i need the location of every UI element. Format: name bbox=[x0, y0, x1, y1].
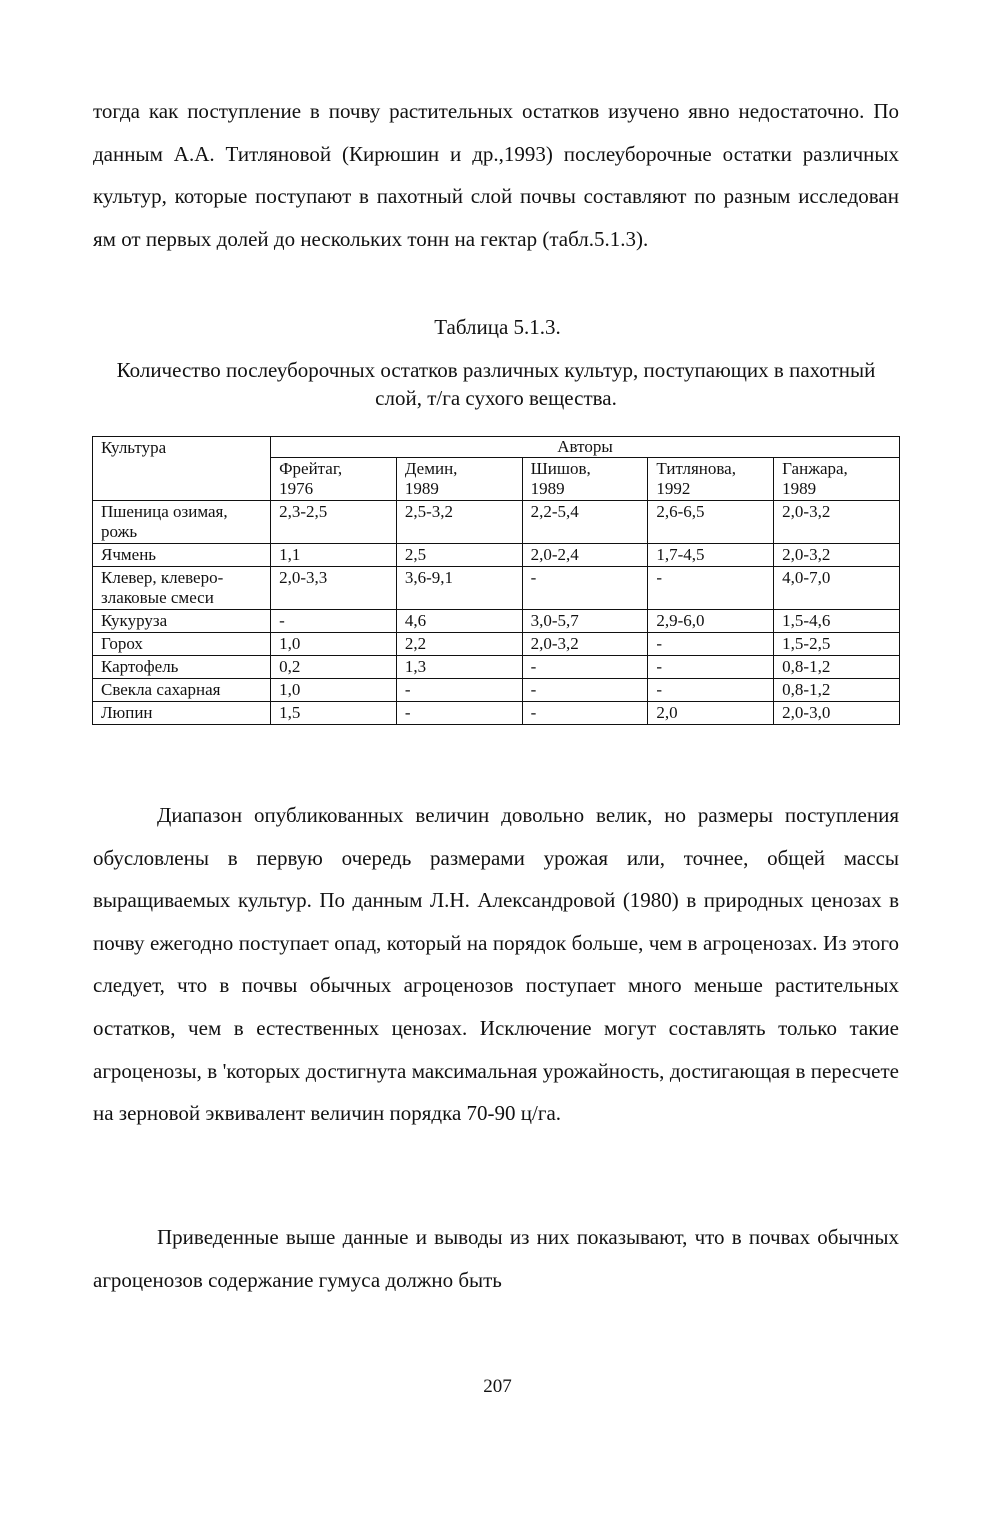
table-row bbox=[93, 656, 900, 679]
value-cell: - bbox=[396, 702, 522, 725]
value-cell: 2,5 bbox=[396, 544, 522, 567]
author-name: Титлянова, bbox=[656, 459, 736, 478]
value-cell: - bbox=[648, 656, 774, 679]
crop-cell: Пшеница озимая, рожь bbox=[93, 501, 271, 544]
value-cell: - bbox=[648, 567, 774, 610]
author-name: Демин, bbox=[404, 459, 458, 478]
author-year: 1989 bbox=[530, 479, 565, 498]
author-year: 1989 bbox=[782, 479, 817, 498]
crop-cell: Клевер, клеверо-злаковые смеси bbox=[93, 567, 271, 610]
crop-cell: Свекла сахарная bbox=[93, 679, 271, 702]
value-cell: 2,6-6,5 bbox=[648, 501, 774, 544]
author-column-header bbox=[396, 458, 522, 501]
page-number: 207 bbox=[483, 1376, 512, 1397]
value-cell: 2,2-5,4 bbox=[522, 501, 648, 544]
table-row bbox=[93, 702, 900, 725]
residues-table bbox=[92, 436, 900, 725]
author-name: Ганжара, bbox=[782, 459, 848, 478]
value-cell: - bbox=[522, 567, 648, 610]
value-cell: 2,3-2,5 bbox=[271, 501, 397, 544]
author-column-header bbox=[522, 458, 648, 501]
value-cell: 2,0-3,2 bbox=[774, 544, 900, 567]
value-cell: 2,2 bbox=[396, 633, 522, 656]
table-row bbox=[93, 679, 900, 702]
value-cell: 1,5-4,6 bbox=[774, 610, 900, 633]
author-year: 1992 bbox=[656, 479, 691, 498]
crop-cell: Кукуруза bbox=[93, 610, 271, 633]
value-cell: - bbox=[648, 633, 774, 656]
value-cell: - bbox=[271, 610, 397, 633]
value-cell: 2,0-3,2 bbox=[774, 501, 900, 544]
value-cell: - bbox=[522, 656, 648, 679]
value-cell: 0,2 bbox=[271, 656, 397, 679]
value-cell: - bbox=[522, 679, 648, 702]
value-cell: 2,0-2,4 bbox=[522, 544, 648, 567]
value-cell: 2,0-3,0 bbox=[774, 702, 900, 725]
value-cell: 2,0-3,2 bbox=[522, 633, 648, 656]
conclusion-paragraph: Приведенные выше данные и выводы из них показывают, что в почвах обычных агроценозов содержание гумуса должно быть bbox=[93, 1225, 899, 1292]
table-label: Таблица 5.1.3. bbox=[434, 315, 561, 339]
value-cell: 2,0 bbox=[648, 702, 774, 725]
value-cell: 4,0-7,0 bbox=[774, 567, 900, 610]
author-name: Фрейтаг, bbox=[279, 459, 343, 478]
crop-cell: Горох bbox=[93, 633, 271, 656]
value-cell: 1,7-4,5 bbox=[648, 544, 774, 567]
table-row bbox=[93, 567, 900, 610]
table-row bbox=[93, 633, 900, 656]
value-cell: 3,0-5,7 bbox=[522, 610, 648, 633]
crop-cell: Люпин bbox=[93, 702, 271, 725]
author-year: 1976 bbox=[279, 479, 314, 498]
value-cell: 4,6 bbox=[396, 610, 522, 633]
table-header-row bbox=[93, 437, 900, 458]
value-cell: 2,5-3,2 bbox=[396, 501, 522, 544]
value-cell: - bbox=[648, 679, 774, 702]
table-caption: Количество послеуборочных остатков различных культур, поступающих в пахотный слой, т/га сухого вещества. bbox=[116, 358, 876, 410]
intro-paragraph: тогда как поступление в почву растительных остатков изучено явно недостаточно. По данным А.А. Титляновой (Кирюшин и др.,1993) послеуборочные остатки различных культур, которые поступают в пахотный слой почвы составляют по разным исследован ям от первых долей до нескольких тонн на гектар (табл.5.1.3). bbox=[93, 99, 899, 251]
crop-cell: Картофель bbox=[93, 656, 271, 679]
value-cell: 0,8-1,2 bbox=[774, 679, 900, 702]
range-paragraph: Диапазон опубликованных величин довольно велик, но размеры поступления обусловлены в первую очередь размерами урожая или, точнее, общей массы выращиваемых культур. По данным Л.Н. Александровой (1980) в природных ценозах в почву ежегодно поступает опад, который на порядок больше, чем в агроценозах. Из этого следует, что в почвы обычных агроценозов поступает много меньше растительных остатков, чем в естественных ценозах. Исключение могут составлять только такие агроценозы, в 'которых достигнута максимальная урожайность, достигающая в пересчете на зерновой эквивалент величин порядка 70-90 ц/га. bbox=[93, 803, 899, 1126]
value-cell: 1,0 bbox=[271, 679, 397, 702]
value-cell: 2,9-6,0 bbox=[648, 610, 774, 633]
author-name: Шишов, bbox=[530, 459, 591, 478]
author-year: 1989 bbox=[404, 479, 439, 498]
table-row bbox=[93, 501, 900, 544]
value-cell: 2,0-3,3 bbox=[271, 567, 397, 610]
value-cell: 0,8-1,2 bbox=[774, 656, 900, 679]
author-column-header bbox=[648, 458, 774, 501]
value-cell: - bbox=[522, 702, 648, 725]
value-cell: 3,6-9,1 bbox=[396, 567, 522, 610]
value-cell: 1,0 bbox=[271, 633, 397, 656]
authors-header: Авторы bbox=[271, 437, 900, 458]
value-cell: 1,5-2,5 bbox=[774, 633, 900, 656]
value-cell: 1,1 bbox=[271, 544, 397, 567]
value-cell: 1,3 bbox=[396, 656, 522, 679]
value-cell: - bbox=[396, 679, 522, 702]
value-cell: 1,5 bbox=[271, 702, 397, 725]
crop-cell: Ячмень bbox=[93, 544, 271, 567]
table-row bbox=[93, 610, 900, 633]
table-row bbox=[93, 544, 900, 567]
author-column-header bbox=[774, 458, 900, 501]
culture-header: Культура bbox=[93, 437, 271, 501]
author-column-header bbox=[271, 458, 397, 501]
